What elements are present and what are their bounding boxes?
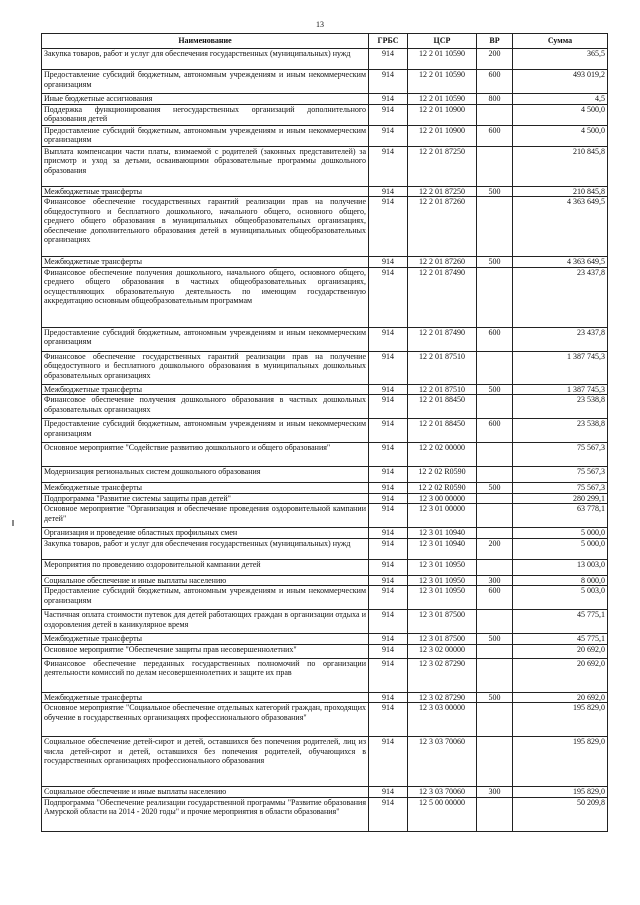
cell-name: Межбюджетные трансферты [42,257,369,268]
cell-csr: 12 2 01 10900 [408,125,477,146]
header-name: Наименование [42,34,369,49]
cell-name: Подпрограмма "Обеспечение реализации государственной программы "Развитие образования Амурской области на 2014 - 2020 годы" и прочие мероприятия в области образования" [42,797,369,831]
cell-name: Межбюджетные трансферты [42,692,369,703]
cell-vr [477,644,513,658]
table-row [42,351,608,384]
cell-sum: 20 692,0 [513,658,608,692]
cell-csr: 12 3 02 87290 [408,658,477,692]
cell-csr: 12 2 01 88450 [408,395,477,419]
cell-grbs: 914 [369,351,408,384]
cell-name: Предоставление субсидий бюджетным, автономным учреждениям и иным некоммерческим организациям [42,419,369,443]
table-row [42,94,608,105]
header-csr: ЦСР [408,34,477,49]
cell-sum: 5 000,0 [513,528,608,539]
cell-grbs: 914 [369,493,408,504]
cell-name: Предоставление субсидий бюджетным, автономным учреждениям и иным некоммерческим организациям [42,327,369,351]
cell-vr: 200 [477,538,513,559]
table-row [42,483,608,494]
cell-grbs: 914 [369,703,408,737]
cell-grbs: 914 [369,658,408,692]
cell-csr: 12 2 02 R0590 [408,483,477,494]
table-header-row [42,34,608,49]
table-row [42,703,608,737]
table-row [42,186,608,197]
cell-grbs: 914 [369,483,408,494]
cell-sum: 4 363 649,5 [513,197,608,257]
cell-vr: 600 [477,125,513,146]
cell-csr: 12 2 01 87490 [408,327,477,351]
margin-mark [12,520,14,526]
cell-sum: 5 000,0 [513,538,608,559]
table-row [42,197,608,257]
cell-name: Основное мероприятие "Организация и обеспечение проведения оздоровительной кампании детей" [42,504,369,528]
cell-csr: 12 2 01 87490 [408,267,477,327]
cell-csr: 12 3 01 00000 [408,504,477,528]
cell-name: Межбюджетные трансферты [42,384,369,395]
cell-vr: 200 [477,49,513,70]
cell-sum: 4 500,0 [513,125,608,146]
table-row [42,559,608,575]
cell-csr: 12 2 01 10900 [408,104,477,125]
cell-grbs: 914 [369,737,408,787]
header-vr: ВР [477,34,513,49]
table-row [42,327,608,351]
cell-csr: 12 2 01 87260 [408,257,477,268]
cell-csr: 12 3 01 87500 [408,610,477,634]
cell-sum: 23 538,8 [513,419,608,443]
cell-grbs: 914 [369,384,408,395]
cell-sum: 50 209,8 [513,797,608,831]
cell-sum: 75 567,3 [513,443,608,467]
cell-name: Финансовое обеспечение получения дошкольного образования в частных дошкольных образовательных организациях [42,395,369,419]
cell-sum: 195 829,0 [513,787,608,798]
table-row [42,644,608,658]
table-row [42,384,608,395]
cell-sum: 23 437,8 [513,327,608,351]
table-row [42,267,608,327]
cell-sum: 63 778,1 [513,504,608,528]
cell-grbs: 914 [369,634,408,645]
budget-table [41,33,608,832]
cell-csr: 12 2 02 00000 [408,443,477,467]
cell-sum: 195 829,0 [513,737,608,787]
cell-name: Мероприятия по проведению оздоровительной кампании детей [42,559,369,575]
cell-vr [477,146,513,186]
table-row [42,787,608,798]
cell-csr: 12 3 01 10950 [408,559,477,575]
cell-grbs: 914 [369,504,408,528]
cell-vr: 300 [477,787,513,798]
cell-vr [477,658,513,692]
table-row [42,538,608,559]
cell-vr: 500 [477,634,513,645]
cell-grbs: 914 [369,267,408,327]
table-row [42,104,608,125]
cell-name: Основное мероприятие "Социальное обеспечение отдельных категорий граждан, проходящих обучение в государственных организациях профессионального образования" [42,703,369,737]
table-row [42,586,608,610]
cell-grbs: 914 [369,257,408,268]
cell-csr: 12 3 03 70060 [408,787,477,798]
cell-vr: 300 [477,575,513,586]
cell-grbs: 914 [369,467,408,483]
cell-name: Межбюджетные трансферты [42,483,369,494]
cell-vr: 500 [477,692,513,703]
cell-name: Финансовое обеспечение получения дошкольного, начального общего, основного общего, среднего общего образования в частных общеобразовательных организациях, осуществляющих образовательную деятельность по имеющим государственную аккредитацию основным общеобразовательным программам [42,267,369,327]
table-row [42,737,608,787]
cell-name: Финансовое обеспечение государственных гарантий реализации прав на получение общедоступного и бесплатного дошкольного, начального общего, основного общего, среднего общего образования в муниципальных общеобразовательных организациях, обеспечение дополнительного образования детей в муниципальных общеобразовательных организациях [42,197,369,257]
cell-vr [477,504,513,528]
cell-vr: 500 [477,483,513,494]
cell-name: Финансовое обеспечение государственных гарантий реализации прав на получение общедоступного и бесплатного дошкольного образования в муниципальных дошкольных образовательных организациях [42,351,369,384]
table-row [42,504,608,528]
table-row [42,528,608,539]
table-row [42,395,608,419]
cell-vr [477,737,513,787]
cell-grbs: 914 [369,146,408,186]
cell-csr: 12 5 00 00000 [408,797,477,831]
cell-csr: 12 2 01 87510 [408,351,477,384]
cell-grbs: 914 [369,692,408,703]
table-row [42,658,608,692]
cell-grbs: 914 [369,797,408,831]
cell-vr [477,443,513,467]
cell-name: Межбюджетные трансферты [42,634,369,645]
cell-sum: 210 845,8 [513,186,608,197]
cell-sum: 45 775,1 [513,610,608,634]
cell-vr: 600 [477,586,513,610]
cell-name: Закупка товаров, работ и услуг для обеспечения государственных (муниципальных) нужд [42,538,369,559]
cell-vr [477,528,513,539]
table-row [42,70,608,94]
cell-sum: 4 500,0 [513,104,608,125]
cell-csr: 12 2 01 10590 [408,49,477,70]
cell-grbs: 914 [369,787,408,798]
cell-vr: 500 [477,186,513,197]
cell-grbs: 914 [369,70,408,94]
cell-sum: 493 019,2 [513,70,608,94]
cell-grbs: 914 [369,528,408,539]
cell-grbs: 914 [369,94,408,105]
cell-grbs: 914 [369,559,408,575]
cell-vr [477,267,513,327]
cell-csr: 12 3 01 10950 [408,575,477,586]
cell-name: Выплата компенсации части платы, взимаемой с родителей (законных представителей) за присмотр и уход за детьми, осваивающими образовательные программы дошкольного образования [42,146,369,186]
cell-csr: 12 3 03 00000 [408,703,477,737]
cell-name: Социальное обеспечение детей-сирот и детей, оставшихся без попечения родителей, лиц из числа детей-сирот и детей, оставшихся без попечения родителей, обучающихся в государственных организациях профессионального образования [42,737,369,787]
cell-sum: 365,5 [513,49,608,70]
cell-sum: 20 692,0 [513,644,608,658]
cell-grbs: 914 [369,327,408,351]
cell-csr: 12 3 01 10940 [408,528,477,539]
cell-sum: 5 003,0 [513,586,608,610]
cell-sum: 23 538,8 [513,395,608,419]
cell-name: Подпрограмма "Развитие системы защиты прав детей" [42,493,369,504]
cell-csr: 12 3 01 10950 [408,586,477,610]
cell-sum: 8 000,0 [513,575,608,586]
cell-grbs: 914 [369,125,408,146]
header-sum: Сумма [513,34,608,49]
cell-vr: 500 [477,384,513,395]
cell-name: Социальное обеспечение и иные выплаты населению [42,787,369,798]
cell-name: Межбюджетные трансферты [42,186,369,197]
table-row [42,419,608,443]
cell-vr [477,104,513,125]
cell-csr: 12 2 01 88450 [408,419,477,443]
cell-sum: 1 387 745,3 [513,384,608,395]
cell-grbs: 914 [369,443,408,467]
cell-csr: 12 2 01 10590 [408,94,477,105]
cell-sum: 20 692,0 [513,692,608,703]
cell-vr [477,610,513,634]
cell-name: Предоставление субсидий бюджетным, автономным учреждениям и иным некоммерческим организациям [42,70,369,94]
cell-name: Организация и проведение областных профильных смен [42,528,369,539]
cell-csr: 12 2 01 87510 [408,384,477,395]
cell-csr: 12 2 01 87250 [408,186,477,197]
cell-grbs: 914 [369,49,408,70]
cell-sum: 1 387 745,3 [513,351,608,384]
cell-grbs: 914 [369,197,408,257]
table-body [42,49,608,832]
table-row [42,49,608,70]
cell-csr: 12 2 02 R0590 [408,467,477,483]
table-row [42,125,608,146]
cell-sum: 4,5 [513,94,608,105]
cell-sum: 75 567,3 [513,467,608,483]
table-row [42,443,608,467]
cell-csr: 12 2 01 87260 [408,197,477,257]
table-row [42,797,608,831]
table-row [42,493,608,504]
cell-name: Частичная оплата стоимости путевок для детей работающих граждан в организации отдыха и оздоровления детей в каникулярное время [42,610,369,634]
table-row [42,575,608,586]
cell-vr [477,395,513,419]
cell-sum: 13 003,0 [513,559,608,575]
cell-sum: 195 829,0 [513,703,608,737]
cell-name: Основное мероприятие "Обеспечение защиты прав несовершеннолетних" [42,644,369,658]
cell-csr: 12 3 03 70060 [408,737,477,787]
cell-csr: 12 3 02 87290 [408,692,477,703]
cell-grbs: 914 [369,186,408,197]
cell-sum: 280 299,1 [513,493,608,504]
cell-vr: 600 [477,327,513,351]
cell-name: Закупка товаров, работ и услуг для обеспечения государственных (муниципальных) нужд [42,49,369,70]
cell-name: Предоставление субсидий бюджетным, автономным учреждениям и иным некоммерческим организациям [42,586,369,610]
table-row [42,467,608,483]
cell-csr: 12 2 01 87250 [408,146,477,186]
cell-vr [477,351,513,384]
cell-vr: 600 [477,70,513,94]
table-row [42,146,608,186]
cell-name: Социальное обеспечение и иные выплаты населению [42,575,369,586]
cell-grbs: 914 [369,575,408,586]
cell-csr: 12 2 01 10590 [408,70,477,94]
cell-vr [477,197,513,257]
cell-grbs: 914 [369,104,408,125]
cell-grbs: 914 [369,419,408,443]
cell-name: Предоставление субсидий бюджетным, автономным учреждениям и иным некоммерческим организациям [42,125,369,146]
table-row [42,692,608,703]
cell-sum: 75 567,3 [513,483,608,494]
cell-csr: 12 3 01 10940 [408,538,477,559]
cell-grbs: 914 [369,586,408,610]
cell-name: Поддержка функционирования негосударственных организаций дополнительного образования детей [42,104,369,125]
cell-grbs: 914 [369,610,408,634]
cell-csr: 12 3 01 87500 [408,634,477,645]
table-row [42,610,608,634]
cell-grbs: 914 [369,395,408,419]
cell-vr: 600 [477,419,513,443]
cell-grbs: 914 [369,644,408,658]
cell-name: Модернизация региональных систем дошкольного образования [42,467,369,483]
cell-csr: 12 3 02 00000 [408,644,477,658]
table-row [42,257,608,268]
cell-name: Финансовое обеспечение переданных государственных полномочий по организации деятельности комиссий по делам несовершеннолетних и защите их прав [42,658,369,692]
cell-vr [477,467,513,483]
cell-name: Основное мероприятие "Содействие развитию дошкольного и общего образования" [42,443,369,467]
page-number: 13 [316,20,324,29]
cell-vr [477,559,513,575]
cell-csr: 12 3 00 00000 [408,493,477,504]
cell-sum: 4 363 649,5 [513,257,608,268]
header-grbs: ГРБС [369,34,408,49]
cell-vr [477,703,513,737]
table-row [42,634,608,645]
cell-sum: 45 775,1 [513,634,608,645]
cell-sum: 210 845,8 [513,146,608,186]
cell-vr: 500 [477,257,513,268]
cell-sum: 23 437,8 [513,267,608,327]
cell-grbs: 914 [369,538,408,559]
cell-vr: 800 [477,94,513,105]
cell-name: Иные бюджетные ассигнования [42,94,369,105]
cell-vr [477,493,513,504]
cell-vr [477,797,513,831]
